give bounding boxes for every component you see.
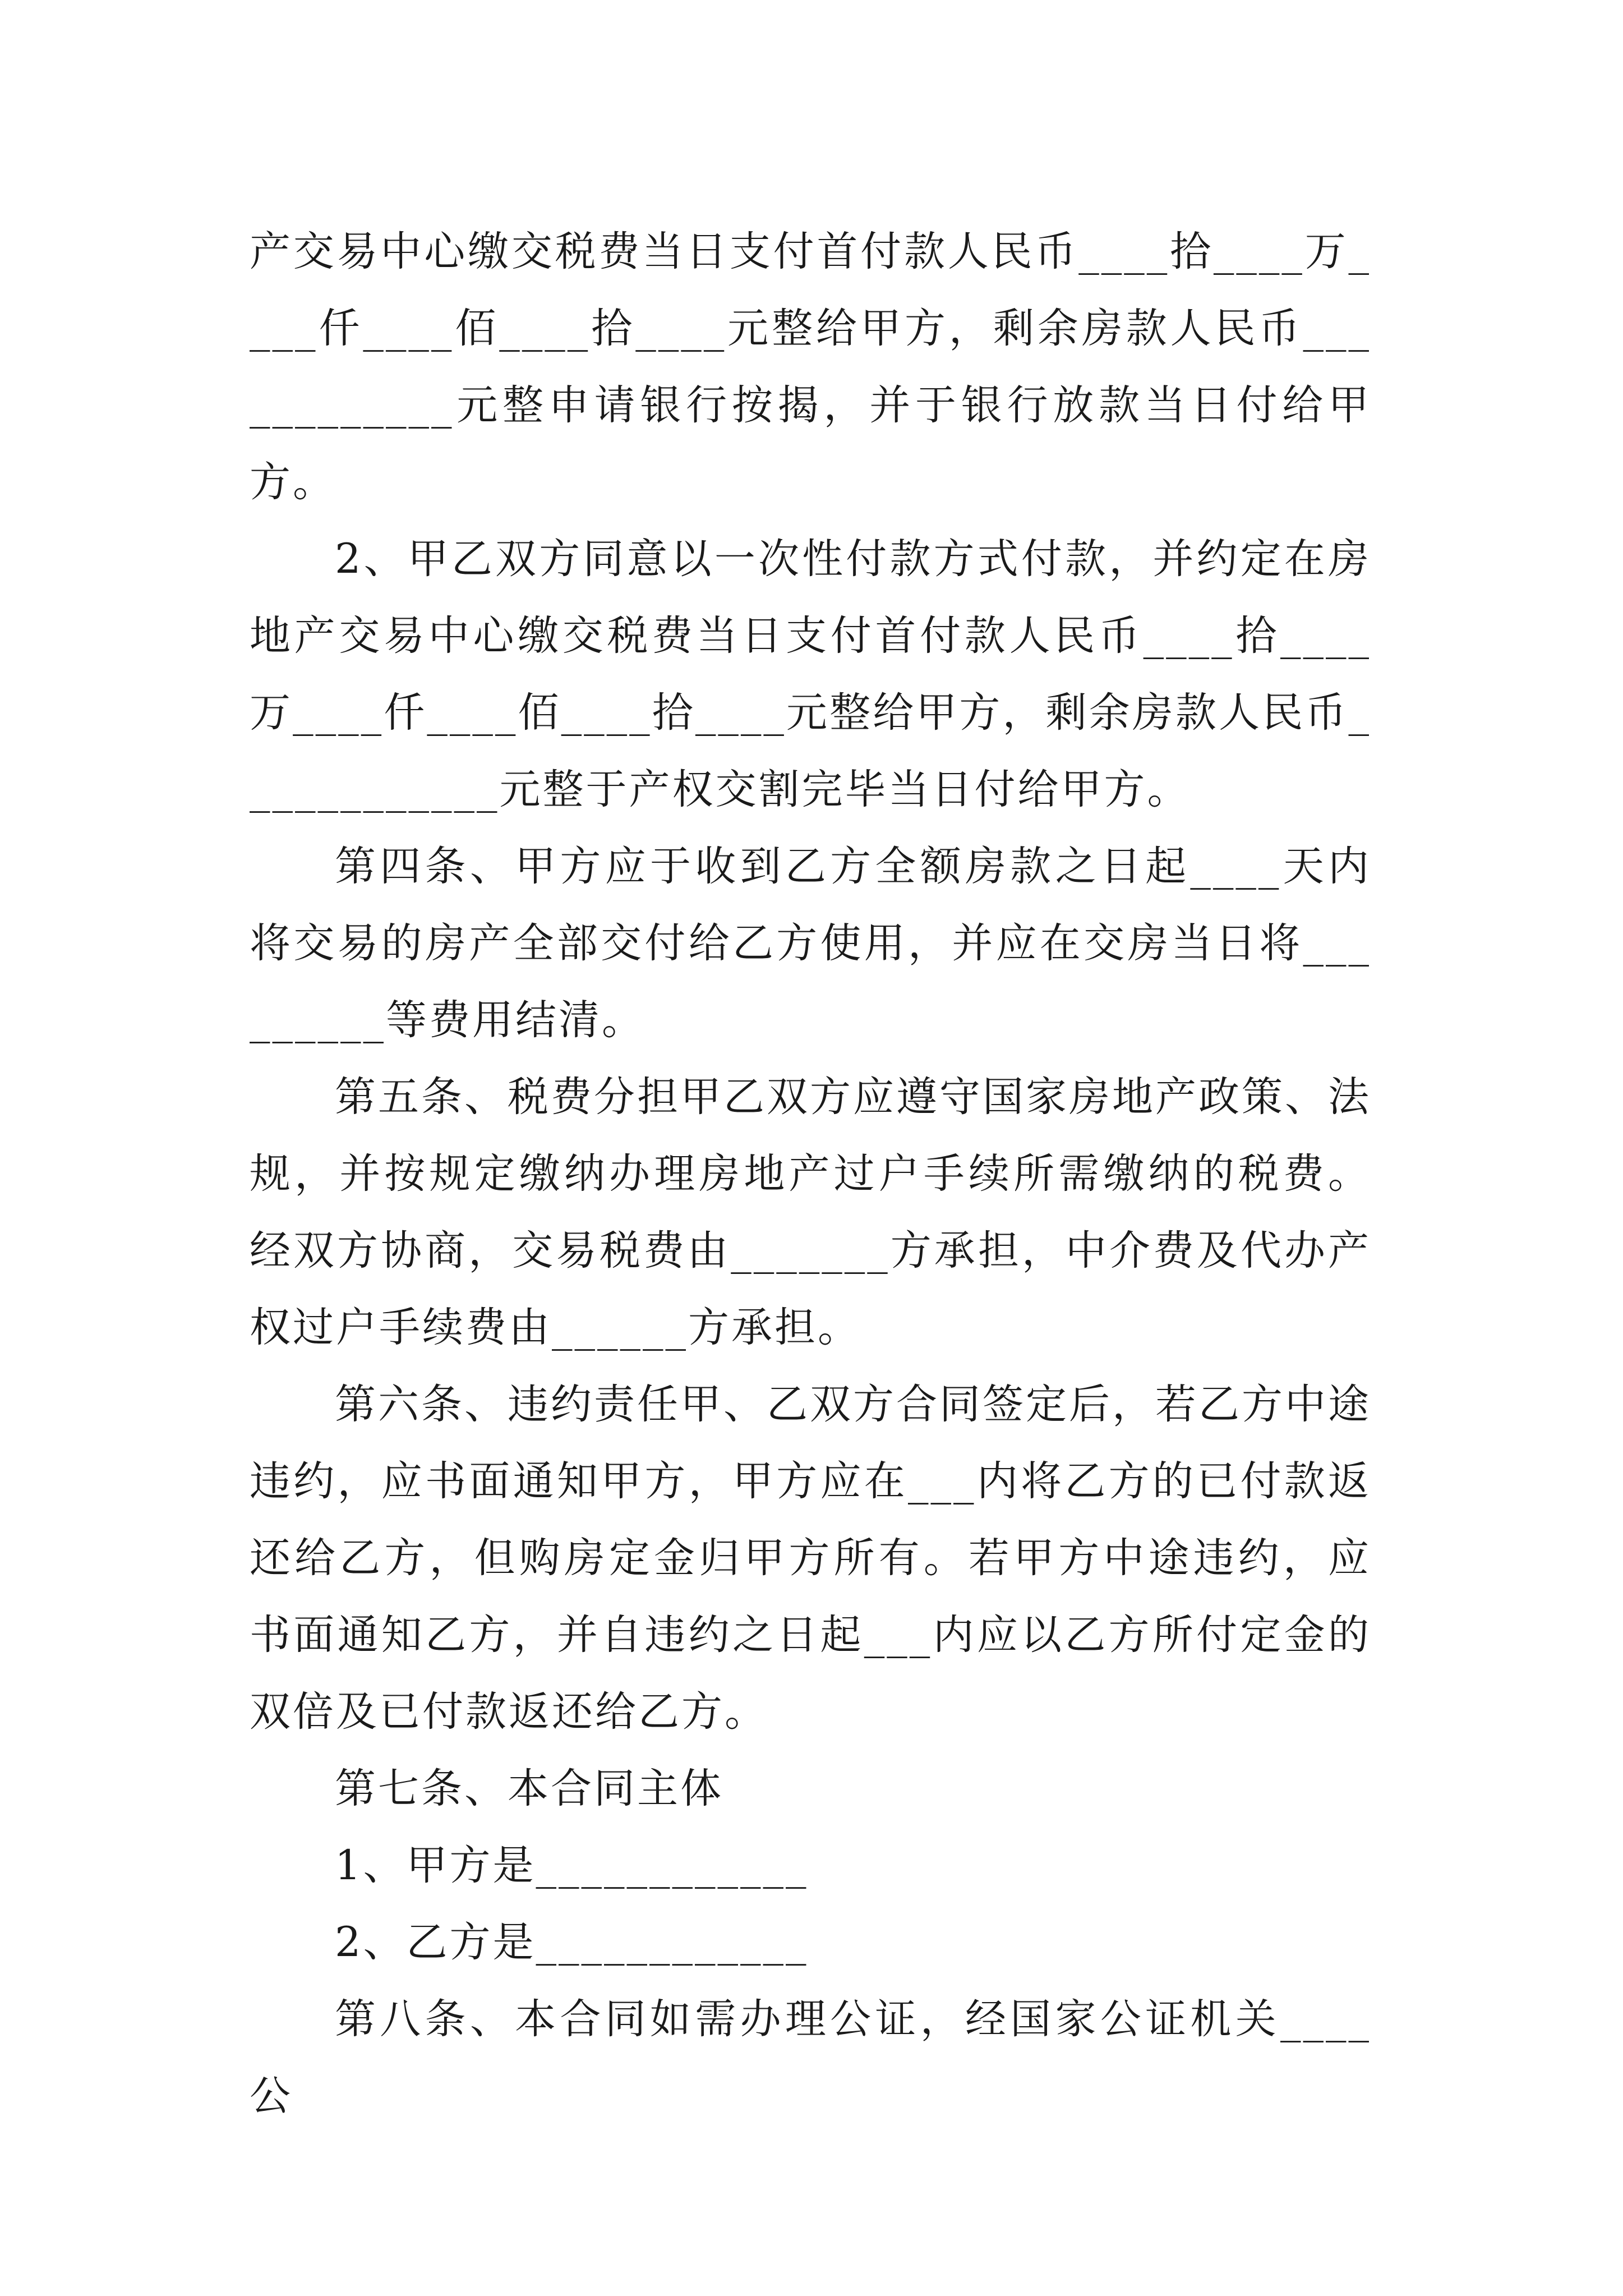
contract-body [250,213,1371,2134]
paragraph-article-7-heading: 第七条、本合同主体 [335,1765,723,1812]
paragraph-article-4: 第四条、甲方应于收到乙方全额房款之日起____天内将交易的房产全部交付给乙方使用，并应在交房当日将_________等费用结清。 [250,843,1371,1044]
paragraph-party-b: 2、乙方是____________ [335,1918,809,1966]
paragraph-payment-lump-sum: 2、甲乙双方同意以一次性付款方式付款，并约定在房地产交易中心缴交税费当日支付首付款人民币____拾____万____仟____佰____拾____元整给甲方，剩余房款人民币____________元整于产权交割完毕当日付给甲方。 [250,535,1371,813]
paragraph-article-8: 第八条、本合同如需办理公证，经国家公证机关____公 [250,1995,1371,2120]
paragraph-party-a: 1、甲方是____________ [335,1842,809,1889]
paragraph-payment-mortgage: 产交易中心缴交税费当日支付首付款人民币____拾____万____仟____佰____拾____元整给甲方，剩余房款人民币____________元整申请银行按揭，并于银行放款当日付给甲方。 [250,228,1371,506]
paragraph-article-5: 第五条、税费分担甲乙双方应遵守国家房地产政策、法规，并按规定缴纳办理房地产过户手续所需缴纳的税费。经双方协商，交易税费由_______方承担，中介费及代办产权过户手续费由______方承担。 [250,1073,1371,1351]
paragraph-article-6: 第六条、违约责任甲、乙双方合同签定后，若乙方中途违约，应书面通知甲方，甲方应在___内将乙方的已付款返还给乙方，但购房定金归甲方所有。若甲方中途违约，应书面通知乙方，并自违约之日起___内应以乙方所付定金的双倍及已付款返还给乙方。 [250,1381,1371,1736]
